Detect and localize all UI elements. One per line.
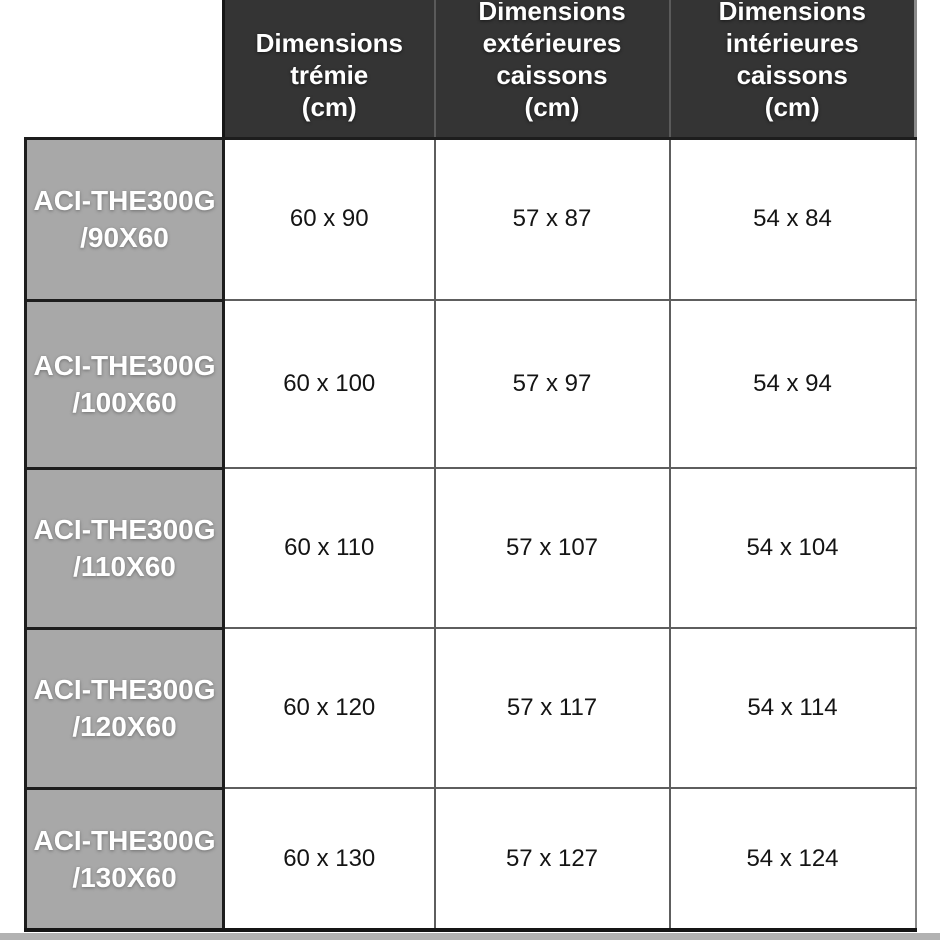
table-row [26, 138, 916, 300]
product-code-line: ACI-THE300G [33, 824, 216, 856]
header-dimensions-interieures [670, 0, 916, 138]
product-code-line: /90X60 [80, 222, 169, 253]
exterieures-value-cell: 57 x 127 [435, 788, 670, 930]
header-line: Dimensions [478, 1, 626, 26]
product-code-line: /100X60 [72, 387, 177, 418]
table-row [26, 300, 916, 468]
header-line: (cm) [524, 91, 580, 122]
header-dimensions-exterieures [435, 0, 670, 138]
exterieures-value-cell: 57 x 117 [435, 628, 670, 788]
header-line: Dimensions [718, 1, 866, 26]
header-line: trémie [290, 59, 369, 90]
header-line: Dimensions [255, 27, 403, 58]
product-code-cell [26, 628, 224, 788]
header-dimensions-interieures-text [671, 2, 915, 137]
tremie-value-cell: 60 x 120 [224, 628, 435, 788]
header-line: caissons [736, 59, 848, 90]
exterieures-value-cell: 57 x 87 [435, 138, 670, 300]
table-row [26, 468, 916, 628]
product-code-cell [26, 300, 224, 468]
interieures-value-cell: 54 x 84 [670, 138, 916, 300]
product-code-cell [26, 788, 224, 930]
table-row [26, 788, 916, 930]
interieures-value-cell: 54 x 94 [670, 300, 916, 468]
product-code-line: /130X60 [72, 861, 177, 893]
header-line: extérieures [482, 27, 622, 58]
header-row [26, 0, 916, 138]
tremie-value-cell: 60 x 130 [224, 788, 435, 930]
interieures-value-cell: 54 x 114 [670, 628, 916, 788]
product-code-line: /110X60 [73, 551, 176, 582]
dimensions-table [24, 0, 917, 932]
exterieures-value-cell: 57 x 107 [435, 468, 670, 628]
header-dimensions-tremie-text [225, 2, 434, 137]
product-code-line: ACI-THE300G [33, 185, 216, 216]
interieures-value-cell: 54 x 104 [670, 468, 916, 628]
header-line: (cm) [301, 91, 357, 122]
header-line: (cm) [764, 91, 820, 122]
tremie-value-cell: 60 x 100 [224, 300, 435, 468]
header-corner-blank [26, 0, 224, 138]
product-code-line: ACI-THE300G [33, 350, 216, 381]
product-code-cell [26, 138, 224, 300]
header-dimensions-exterieures-text [436, 2, 669, 137]
tremie-value-cell: 60 x 110 [224, 468, 435, 628]
header-line: caissons [496, 59, 608, 90]
product-code-line: ACI-THE300G [33, 514, 216, 545]
header-line: intérieures [725, 27, 859, 58]
bottom-cropped-strip [0, 933, 940, 940]
tremie-value-cell: 60 x 90 [224, 138, 435, 300]
product-code-line: ACI-THE300G [33, 674, 216, 705]
interieures-value-cell: 54 x 124 [670, 788, 916, 930]
product-code-cell [26, 468, 224, 628]
table-row [26, 628, 916, 788]
header-dimensions-tremie [224, 0, 435, 138]
exterieures-value-cell: 57 x 97 [435, 300, 670, 468]
product-code-line: /120X60 [72, 711, 177, 742]
